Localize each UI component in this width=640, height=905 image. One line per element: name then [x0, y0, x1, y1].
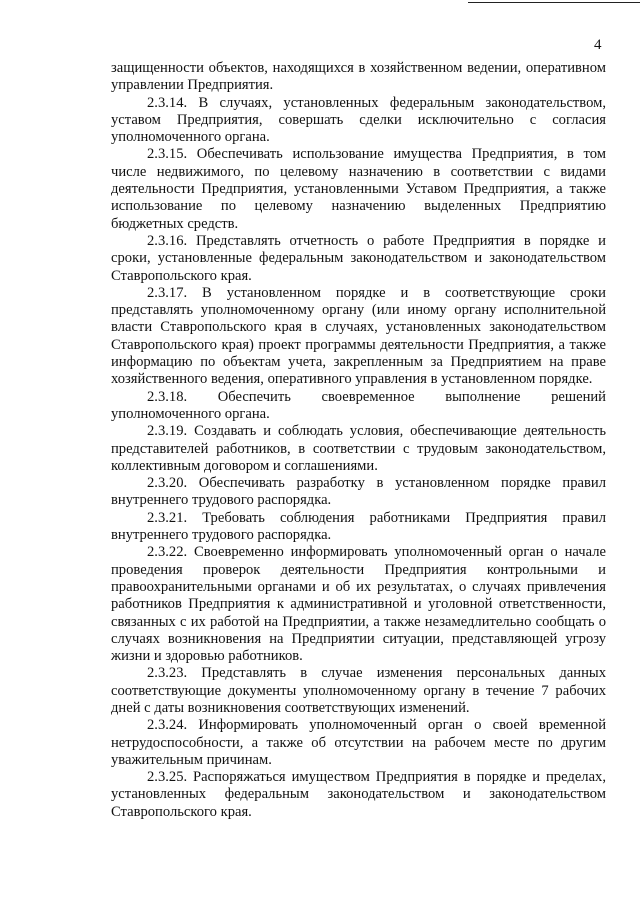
paragraph-2-3-24: 2.3.24. Информировать уполномоченный орган о своей временной нетрудоспособности, а также об отсутствии на рабочем месте по другим уважительным причинам.: [111, 717, 606, 768]
paragraph-2-3-14: 2.3.14. В случаях, установленных федеральным законодательством, уставом Предприятия, совершать сделки исключительно с согласия уполномоченного органа.: [111, 94, 606, 146]
top-rule: [468, 2, 640, 3]
paragraph-2-3-25: 2.3.25. Распоряжаться имуществом Предприятия в порядке и пределах, установленных федеральным законодательством и законодательством Ставропольского края.: [111, 769, 606, 820]
paragraph-2-3-15: 2.3.15. Обеспечивать использование имущества Предприятия, в том числе недвижимого, по целевому назначению в соответствии с видами деятельности Предприятия, установленными Уставом Предприятия, а также использование по целевому назначению выделенных Предприятию бюджетных средств.: [111, 146, 606, 232]
paragraph-2-3-16: 2.3.16. Представлять отчетность о работе Предприятия в порядке и сроки, установленные федеральным законодательством и законодательством Ставропольского края.: [111, 232, 606, 284]
paragraph-2-3-17: 2.3.17. В установленном порядке и в соответствующие сроки представлять уполномоченному органу (или иному органу исполнительной власти Ставропольского края в случаях, установленных законодательством Ставропольского края) проект программы деятельности Предприятия, а также информацию по объектам учета, закрепленным за Предприятием на праве хозяйственного ведения, оперативного управления в установленном порядке.: [111, 284, 606, 388]
paragraph-continuation: защищенности объектов, находящихся в хозяйственном ведении, оперативном управлении Предприятия.: [111, 60, 606, 94]
paragraph-2-3-20: 2.3.20. Обеспечивать разработку в установленном порядке правил внутреннего трудового распорядка.: [111, 475, 606, 509]
paragraph-2-3-18: 2.3.18. Обеспечить своевременное выполнение решений уполномоченного органа.: [111, 388, 606, 422]
document-body: [111, 60, 606, 821]
paragraph-2-3-22: 2.3.22. Своевременно информировать уполномоченный орган о начале проведения проверок деятельности Предприятия контрольными и правоохранительными органами и об их результатах, о случаях привлечения работников Предприятия к административной и уголовной ответственности, связанных с их работой на Предприятии, а также незамедлительно сообщать о случаях возникновения на Предприятии ситуации, представляющей угрозу жизни и здоровью работников.: [111, 544, 606, 665]
paragraph-2-3-19: 2.3.19. Создавать и соблюдать условия, обеспечивающие деятельность представителей работников, в соответствии с трудовым законодательством, коллективным договором и соглашениями.: [111, 423, 606, 474]
page-number: 4: [594, 37, 602, 53]
paragraph-2-3-23: 2.3.23. Представлять в случае изменения персональных данных соответствующие документы уполномоченному органу в течение 7 рабочих дней с даты возникновения соответствующих изменений.: [111, 665, 606, 716]
paragraph-2-3-21: 2.3.21. Требовать соблюдения работниками Предприятия правил внутреннего трудового распорядка.: [111, 509, 606, 544]
